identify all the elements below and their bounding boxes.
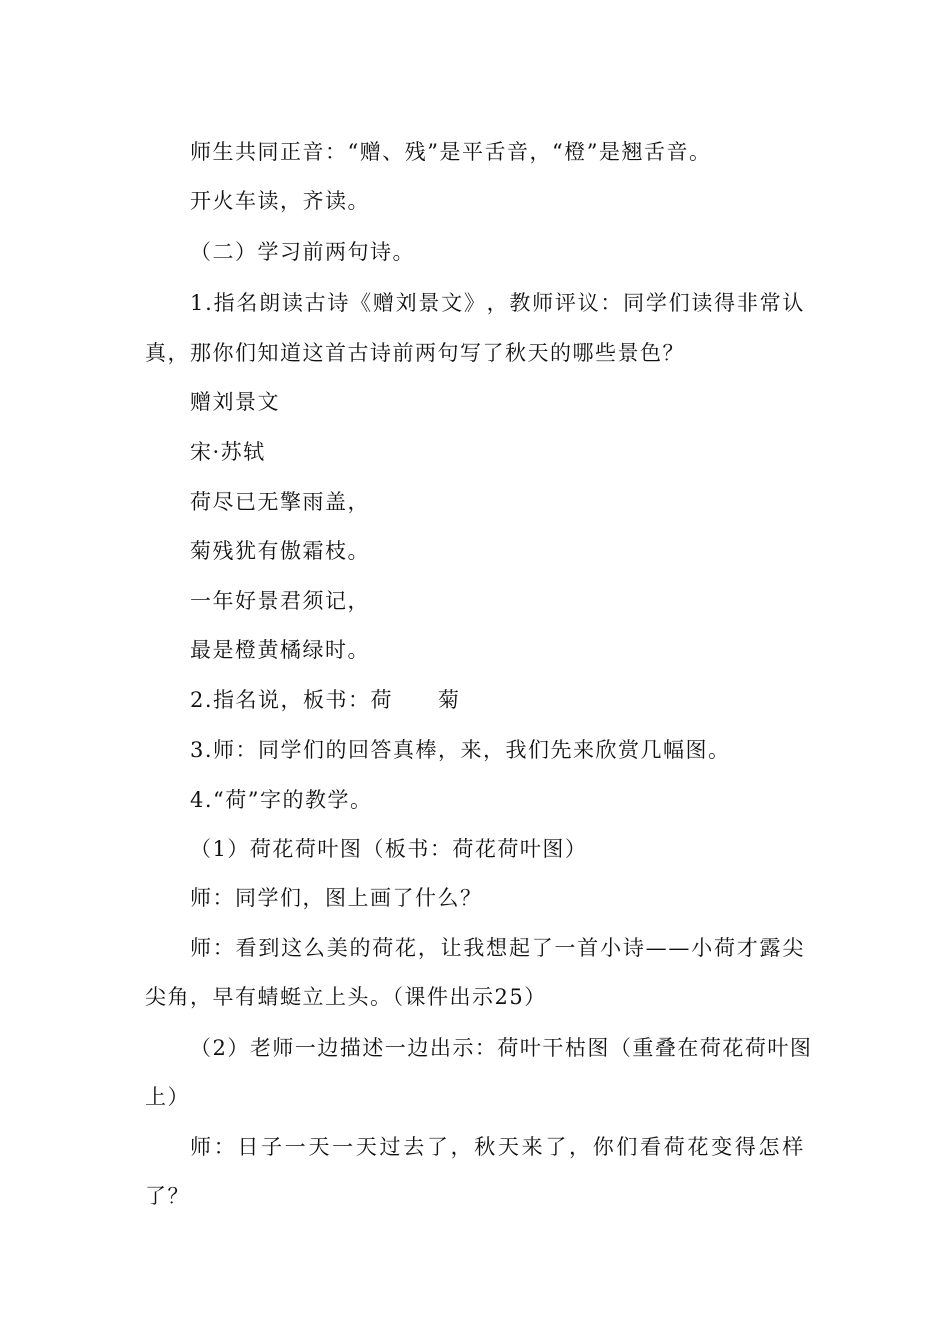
paragraph-line: 师生共同正音：“赠、残”是平舌音，“橙”是翘舌音。	[190, 140, 712, 164]
paragraph-line: 真，那你们知道这首古诗前两句写了秋天的哪些景色？	[145, 341, 685, 365]
poem-title: 赠刘景文	[190, 390, 280, 414]
paragraph-line: 上）	[145, 1085, 190, 1109]
paragraph-line: 师：同学们，图上画了什么？	[190, 886, 483, 910]
paragraph-line: 尖角，早有蜻蜓立上头。（课件出示25）	[145, 985, 547, 1009]
poem-author: 宋·苏轼	[190, 440, 266, 464]
section-heading: （二）学习前两句诗。	[190, 240, 415, 264]
paragraph-line: 了？	[145, 1184, 190, 1208]
paragraph-line: 3.师：同学们的回答真棒，来，我们先来欣赏几幅图。	[190, 738, 731, 762]
paragraph-line: 师 ： 看 到 这 么 美 的 荷 花 ， 让 我 想 起 了 一 首 小 诗 — — 小 荷 才 露 尖	[190, 936, 805, 960]
paragraph-line: 2.指名说，板书：荷 菊	[190, 688, 461, 712]
paragraph-line: 师 ： 日 子 一 天 一 天 过 去 了 ， 秋 天 来 了 ， 你 们 看 荷 花 变 得 怎 样	[190, 1135, 805, 1159]
paragraph-line: 1 . 指 名 朗 读 古 诗 《 赠 刘 景 文 》 ， 教 师 评 议 ： 同 学 们 读 得 非 常 认	[190, 291, 805, 315]
paragraph-line: （1）荷花荷叶图（板书：荷花荷叶图）	[190, 837, 588, 861]
paragraph-line: （ 2 ） 老 师 一 边 描 述 一 边 出 示 ： 荷 叶 干 枯 图 （ 重 叠 在 荷 花 荷 叶 图	[190, 1036, 813, 1060]
poem-line: 菊残犹有傲霜枝。	[190, 539, 370, 563]
poem-line: 荷尽已无擎雨盖，	[190, 490, 370, 514]
paragraph-line: 开火车读，齐读。	[190, 189, 370, 213]
poem-line: 最是橙黄橘绿时。	[190, 638, 370, 662]
paragraph-line: 4.“荷”字的教学。	[190, 788, 373, 812]
poem-line: 一年好景君须记，	[190, 589, 370, 613]
